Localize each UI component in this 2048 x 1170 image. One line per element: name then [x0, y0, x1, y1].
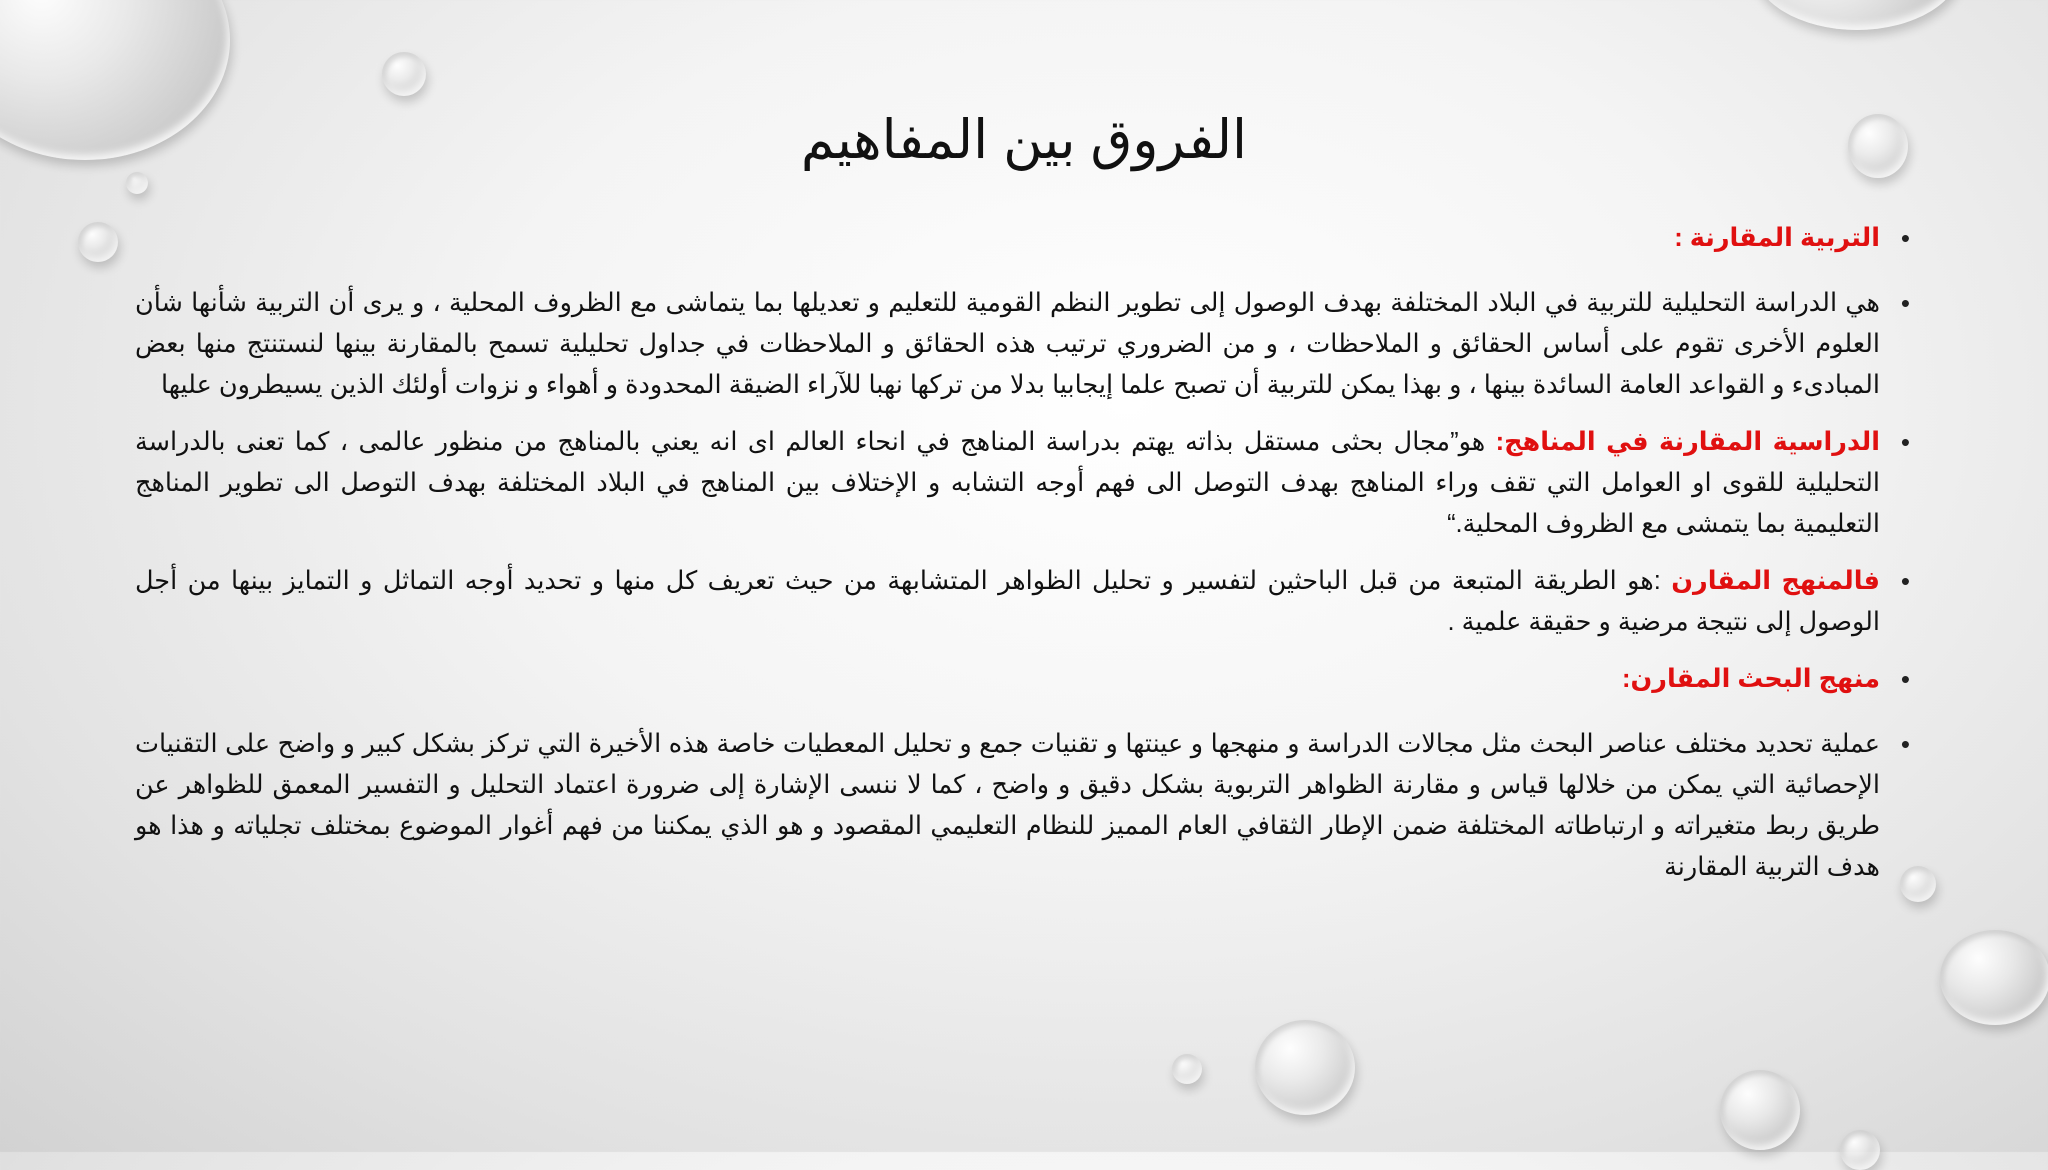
bullet-comparative-research-definition [135, 724, 1880, 888]
water-drop-decoration [1172, 1054, 1202, 1084]
water-drop-decoration [382, 52, 426, 96]
bullet-text: عملية تحديد مختلف عناصر البحث مثل مجالات الدراسة و منهجها و عينتها و تقنيات جمع و تحليل المعطيات خاصة هذه الأخيرة التي تركز بشكل كبير و واضح على التقنيات الإحصائية التي يمكن من خلالها قياس و مقارنة الظواهر التربوية بشكل دقيق و واضح ، كما لا ننسى الإشارة إلى ضرورة اعتماد التحليل و التفسير المعمق للظواهر عن طريق ربط متغيراته و ارتباطاته المختلفة ضمن الإطار الثقافي العام المميز للنظام التعليمي المقصود و هو الذي يمكننا من فهم أغوار الموضوع بمختلف تجلياته و هذا هو هدف التربية المقارنة [135, 730, 1880, 881]
bullet-label: منهج البحث المقارن: [1622, 665, 1880, 693]
water-drop-decoration [1900, 866, 1936, 902]
water-drop-decoration [1940, 930, 2048, 1025]
bullet-text: هي الدراسة التحليلية للتربية في البلاد المختلفة بهدف الوصول إلى تطوير النظم القومية للتعليم و تعديلها بما يتماشى مع الظروف المحلية ، و يرى أن التربية شأنها شأن العلوم الأخرى تقوم على أساس الحقائق و الملاحظات ، و من الضروري ترتيب هذه الحقائق و الملاحظات في جداول تحليلية تسمح بالمقارنة بينها لنستنتج منها بعض المبادىء و القواعد العامة السائدة بينها ، و بهذا يمكن للتربية أن تصبح علما إيجابيا بدلا من تركها نهبا للآراء الضيقة المحدودة و أهواء و نزوات أولئك الذين يسيطرون عليها [135, 289, 1880, 399]
water-drop-decoration [1255, 1020, 1355, 1115]
water-drop-decoration [126, 172, 148, 194]
bullet-comparative-research-heading [135, 659, 1880, 700]
bullet-label: التربية المقارنة : [1674, 224, 1880, 252]
bullet-label: فالمنهج المقارن [1671, 567, 1881, 595]
slide-title: الفروق بين المفاهيم [800, 110, 1248, 170]
bullet-text: هو”مجال بحثى مستقل بذاته يهتم بدراسة المناهج في انحاء العالم اى انه يعني بالمناهج من منظور عالمى ، كما تعنى بالدراسة التحليلية للقوى او العوامل التي تقف وراء المناهج بهدف التوصل الى فهم أوجه التشابه و الإختلاف بين المناهج في البلاد المختلفة بهدف التوصل الى تطوير المناهج التعليمية بما يتمشى مع الظروف المحلية.“ [135, 428, 1880, 538]
bullet-comparative-education-definition [135, 283, 1880, 406]
bullet-comparative-curriculum-study [135, 422, 1880, 545]
bullet-text: :هو الطريقة المتبعة من قبل الباحثين لتفسير و تحليل الظواهر المتشابهة من حيث تعريف كل منها و تحديد أوجه التماثل و التمايز بينها من أجل الوصول إلى نتيجة مرضية و حقيقة علمية . [135, 567, 1880, 636]
bullet-comparative-education-heading [135, 218, 1880, 259]
water-drop-decoration [1720, 1070, 1800, 1150]
slide-content [135, 218, 1880, 904]
water-drop-decoration [78, 222, 118, 262]
bullet-comparative-method [135, 561, 1880, 643]
bullet-label: الدراسية المقارنة في المناهج: [1495, 428, 1880, 456]
water-drop-decoration [1752, 0, 1962, 30]
water-drop-decoration [1840, 1130, 1880, 1170]
